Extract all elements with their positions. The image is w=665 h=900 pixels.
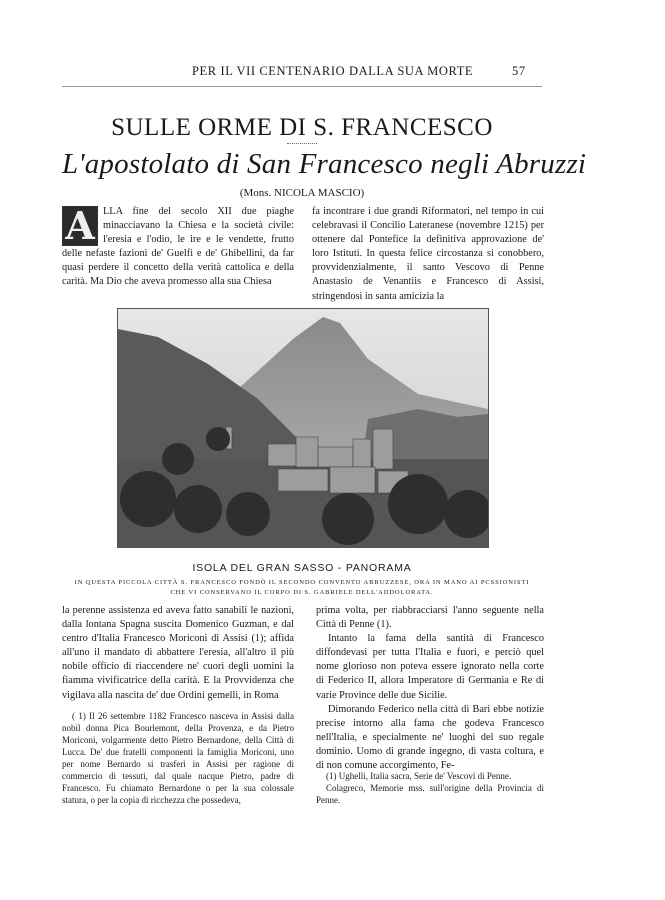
paragraph: la perenne assistenza ed aveva fatto sanabili le nazioni, dalla lontana Spagna suscita Domenico Guzman, e dal centro d'Italia Francesco Moriconi di Assisi (1); affida all'uno il mandato di abbattere l'eresia, all'altro il più nobile officio di riaccendere ne' cuori degli uomini la fiamma vivificatrice della carità. E la Provvidenza che vigilava alla nascita de' due Ordini gemelli, in Roma [62, 605, 294, 701]
landscape-image [118, 309, 488, 547]
article-author: (Mons. NICOLA MASCIO) [239, 187, 365, 199]
footnote-text: Colagreco, Memorie mss. sull'origine della Provincia di Penne. [316, 783, 544, 805]
paragraph: fa incontrare i due grandi Riformatori, nel tempo in cui celebravasi il Concilio Lateranese (novembre 1215) per ottenere dal Pontefice la definitiva approvazione de' loro Istituti. In questa felice circostanza si conobbero, provvidenzialmente, il santo Vescovo di Penne Anastasio de Venantiis e Francesco di Assisi, stringendosi in santa amicizia la [312, 206, 544, 302]
footnote-text: (1) Ughelli, Italia sacra, Serie de' Vescovi di Penne. [326, 771, 512, 781]
body-column-3 [62, 604, 294, 703]
paragraph: Intanto la fama della santità di Francesco diffondevasi per tutta l'Italia e fuori, e perciò quel nome glorioso non poteva essere ignorato nella corte di Federico II, allora Imperatore di Germania e Re di varie Province delle due Sicilie. [316, 633, 544, 701]
page-number: 57 [512, 64, 526, 78]
figure-caption-line: CHE VI CONSERVANO IL CORPO DI S. GABRIELE DELL'ADDOLORATA. [170, 589, 434, 596]
article-title: SULLE ORME DI S. FRANCESCO [111, 114, 493, 141]
body-column-4 [316, 604, 544, 773]
panorama-photo [117, 308, 489, 548]
title-ornament [287, 143, 317, 144]
footnote-right [316, 770, 544, 806]
body-column-2 [312, 205, 544, 304]
figure-caption-title: ISOLA DEL GRAN SASSO - PANORAMA [192, 562, 412, 574]
paragraph: Dimorando Federico nella città di Bari ebbe notizie precise intorno alla fama che godeva Francesco nell'Italia, e specialmente ne' luoghi del suo regale dominio. Uomo di grande ingegno, di vasta coltura, e di non comune accorgimento, Fe- [316, 703, 544, 772]
footnote-left [62, 710, 294, 806]
header-rule [62, 86, 542, 87]
article-subtitle: L'apostolato di San Francesco negli Abruzzi [62, 148, 587, 180]
drop-cap-letter: A [62, 206, 98, 246]
paragraph: prima volta, per riabbracciarsi l'anno seguente nella Città di Penne (1). [316, 605, 544, 631]
figure-caption-line: IN QUESTA PICCOLA CITTÀ S. FRANCESCO FONDÒ IL SECONDO CONVENTO ABRUZZESE, ORA IN MANO AI PCSSIONISTI [74, 579, 530, 586]
footnote-text: ( 1) Il 26 settembre 1182 Francesco nasceva in Assisi dalla nobil donna Pica Bourlemont, della Provenza, e da Pietro Moriconi, volgarmente detto Pietro Bernardone, della Città di Lucca. De' due fratelli componenti la famiglia Moriconi, uno per nome Bernardo si trasferì in Assisi per ragione di commercio di tessuti, dal quale nacque Pietro, padre di Francesco. Fu chiamato Bernardone o per la sua colossale statura, o per la copia di ricchezza che possedeva, [62, 711, 294, 805]
body-column-1 [62, 205, 294, 290]
paragraph: LLA fine del secolo XII due piaghe minacciavano la Chiesa e la società civile: l'eresia e l'odio, le ire e le vendette, frutto delle nefaste fazioni de' Guelfi e de' Ghibellini, da far quasi perdere il concetto della verità cattolica e della carità. Ma Dio che aveva promesso alla sua Chiesa [62, 206, 294, 288]
running-title: PER IL VII CENTENARIO DALLA SUA MORTE [192, 64, 474, 78]
